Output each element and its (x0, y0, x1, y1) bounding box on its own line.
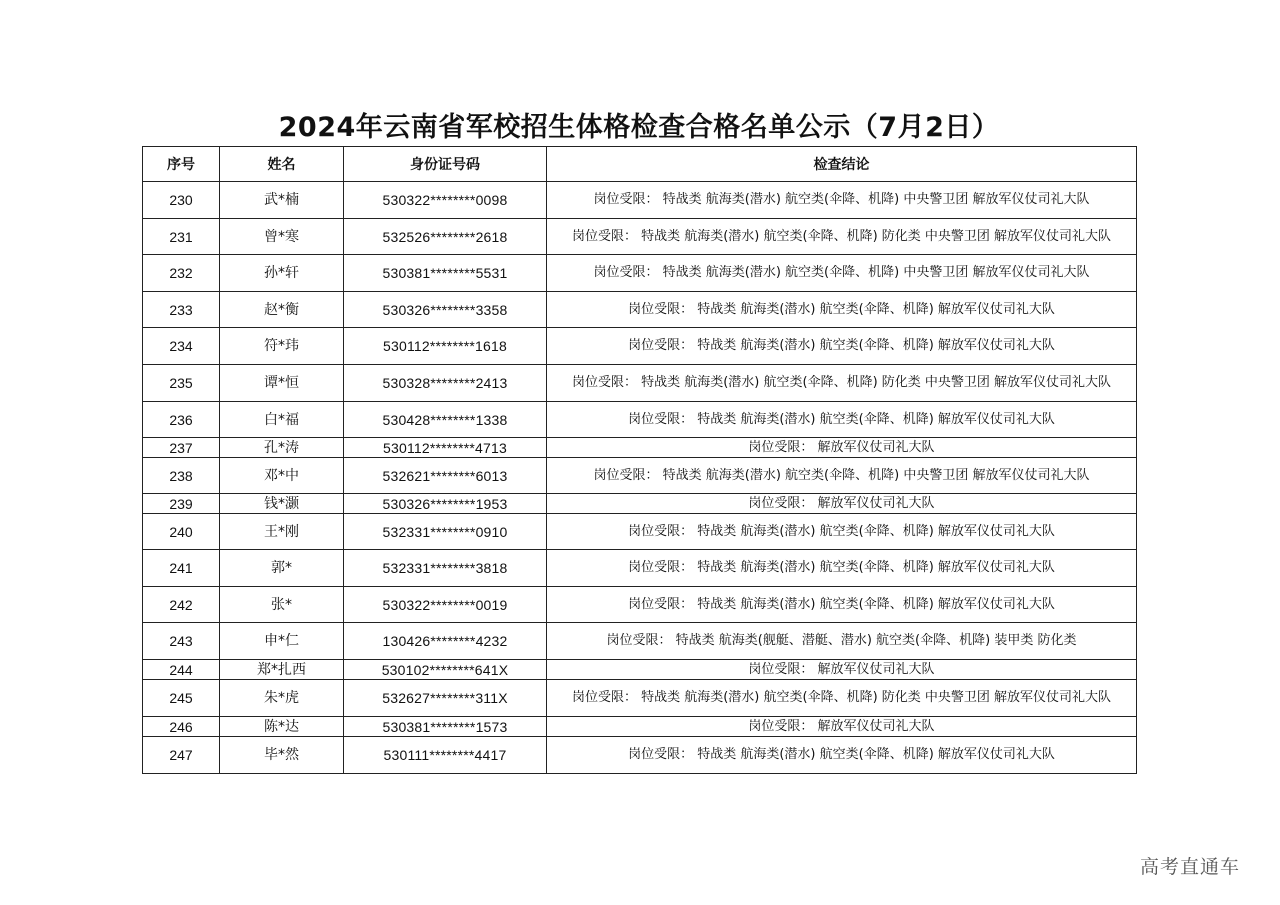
row-number: 231 (143, 219, 220, 255)
table-row (143, 458, 1137, 494)
row-number: 238 (143, 458, 220, 494)
row-id-number: 530381********1573 (344, 717, 547, 737)
page-title: 2024年云南省军校招生体格检查合格名单公示（7月2日） (278, 112, 1000, 143)
row-number: 236 (143, 402, 220, 438)
table-row (143, 328, 1137, 365)
table-body (143, 182, 1137, 774)
table-header-row (143, 147, 1137, 182)
table-row (143, 550, 1137, 587)
row-result: 岗位受限： 特战类 航海类(潜水) 航空类(伞降、机降) 解放军仪仗司礼大队 (547, 292, 1137, 328)
row-result: 岗位受限： 特战类 航海类(潜水) 航空类(伞降、机降) 解放军仪仗司礼大队 (547, 514, 1137, 550)
header-no: 序号 (143, 147, 220, 182)
table-row (143, 660, 1137, 680)
row-id-number: 530112********1618 (344, 328, 547, 365)
row-result: 岗位受限： 特战类 航海类(潜水) 航空类(伞降、机降) 解放军仪仗司礼大队 (547, 587, 1137, 623)
table-row (143, 402, 1137, 438)
table-row (143, 587, 1137, 623)
row-name: 邓*中 (220, 458, 344, 494)
row-name: 陈*达 (220, 717, 344, 737)
row-name: 符*玮 (220, 328, 344, 365)
row-number: 239 (143, 494, 220, 514)
row-result: 岗位受限： 解放军仪仗司礼大队 (547, 660, 1137, 680)
row-number: 234 (143, 328, 220, 365)
row-number: 244 (143, 660, 220, 680)
row-result: 岗位受限： 解放军仪仗司礼大队 (547, 438, 1137, 458)
row-result: 岗位受限： 特战类 航海类(潜水) 航空类(伞降、机降) 中央警卫团 解放军仪仗司礼大队 (547, 458, 1137, 494)
row-result: 岗位受限： 特战类 航海类(潜水) 航空类(伞降、机降) 防化类 中央警卫团 解放军仪仗司礼大队 (547, 680, 1137, 717)
row-name: 赵*衡 (220, 292, 344, 328)
table-row (143, 438, 1137, 458)
table-row (143, 219, 1137, 255)
row-result: 岗位受限： 特战类 航海类(潜水) 航空类(伞降、机降) 中央警卫团 解放军仪仗司礼大队 (547, 255, 1137, 292)
row-id-number: 530326********1953 (344, 494, 547, 514)
watermark-text: 高考直通车 (1140, 856, 1241, 878)
table-row (143, 182, 1137, 219)
row-name: 郑*扎西 (220, 660, 344, 680)
row-number: 241 (143, 550, 220, 587)
header-result: 检查结论 (547, 147, 1137, 182)
row-id-number: 532331********0910 (344, 514, 547, 550)
row-result: 岗位受限： 特战类 航海类(舰艇、潜艇、潜水) 航空类(伞降、机降) 装甲类 防化类 (547, 623, 1137, 660)
row-result: 岗位受限： 特战类 航海类(潜水) 航空类(伞降、机降) 解放军仪仗司礼大队 (547, 737, 1137, 774)
row-name: 毕*然 (220, 737, 344, 774)
row-id-number: 530112********4713 (344, 438, 547, 458)
row-name: 郭* (220, 550, 344, 587)
table-row (143, 737, 1137, 774)
table-row (143, 717, 1137, 737)
row-number: 237 (143, 438, 220, 458)
row-id-number: 530322********0019 (344, 587, 547, 623)
table-row (143, 514, 1137, 550)
row-number: 240 (143, 514, 220, 550)
row-name: 钱*灏 (220, 494, 344, 514)
row-id-number: 530381********5531 (344, 255, 547, 292)
row-result: 岗位受限： 特战类 航海类(潜水) 航空类(伞降、机降) 解放军仪仗司礼大队 (547, 402, 1137, 438)
row-result: 岗位受限： 特战类 航海类(潜水) 航空类(伞降、机降) 解放军仪仗司礼大队 (547, 328, 1137, 365)
results-table (142, 146, 1137, 774)
row-name: 孔*涛 (220, 438, 344, 458)
row-id-number: 530111********4417 (344, 737, 547, 774)
row-id-number: 532621********6013 (344, 458, 547, 494)
row-name: 谭*恒 (220, 365, 344, 402)
row-result: 岗位受限： 特战类 航海类(潜水) 航空类(伞降、机降) 防化类 中央警卫团 解放军仪仗司礼大队 (547, 365, 1137, 402)
table-row (143, 255, 1137, 292)
row-number: 232 (143, 255, 220, 292)
row-result: 岗位受限： 特战类 航海类(潜水) 航空类(伞降、机降) 中央警卫团 解放军仪仗司礼大队 (547, 182, 1137, 219)
row-name: 王*刚 (220, 514, 344, 550)
row-id-number: 530322********0098 (344, 182, 547, 219)
row-id-number: 532627********311X (344, 680, 547, 717)
table-row (143, 365, 1137, 402)
row-result: 岗位受限： 特战类 航海类(潜水) 航空类(伞降、机降) 解放军仪仗司礼大队 (547, 550, 1137, 587)
row-name: 曾*寒 (220, 219, 344, 255)
table-row (143, 494, 1137, 514)
row-name: 武*楠 (220, 182, 344, 219)
table-row (143, 623, 1137, 660)
row-id-number: 530328********2413 (344, 365, 547, 402)
row-id-number: 532331********3818 (344, 550, 547, 587)
row-name: 白*福 (220, 402, 344, 438)
row-id-number: 530326********3358 (344, 292, 547, 328)
row-result: 岗位受限： 解放军仪仗司礼大队 (547, 717, 1137, 737)
row-result: 岗位受限： 解放军仪仗司礼大队 (547, 494, 1137, 514)
row-number: 235 (143, 365, 220, 402)
row-number: 245 (143, 680, 220, 717)
row-name: 朱*虎 (220, 680, 344, 717)
row-number: 233 (143, 292, 220, 328)
row-name: 孙*轩 (220, 255, 344, 292)
row-number: 247 (143, 737, 220, 774)
row-id-number: 530428********1338 (344, 402, 547, 438)
row-id-number: 130426********4232 (344, 623, 547, 660)
table-row (143, 292, 1137, 328)
table-row (143, 680, 1137, 717)
row-number: 230 (143, 182, 220, 219)
row-id-number: 530102********641X (344, 660, 547, 680)
row-name: 张* (220, 587, 344, 623)
header-name: 姓名 (220, 147, 344, 182)
row-name: 申*仁 (220, 623, 344, 660)
row-number: 243 (143, 623, 220, 660)
row-id-number: 532526********2618 (344, 219, 547, 255)
header-id: 身份证号码 (344, 147, 547, 182)
row-number: 246 (143, 717, 220, 737)
row-number: 242 (143, 587, 220, 623)
row-result: 岗位受限： 特战类 航海类(潜水) 航空类(伞降、机降) 防化类 中央警卫团 解放军仪仗司礼大队 (547, 219, 1137, 255)
